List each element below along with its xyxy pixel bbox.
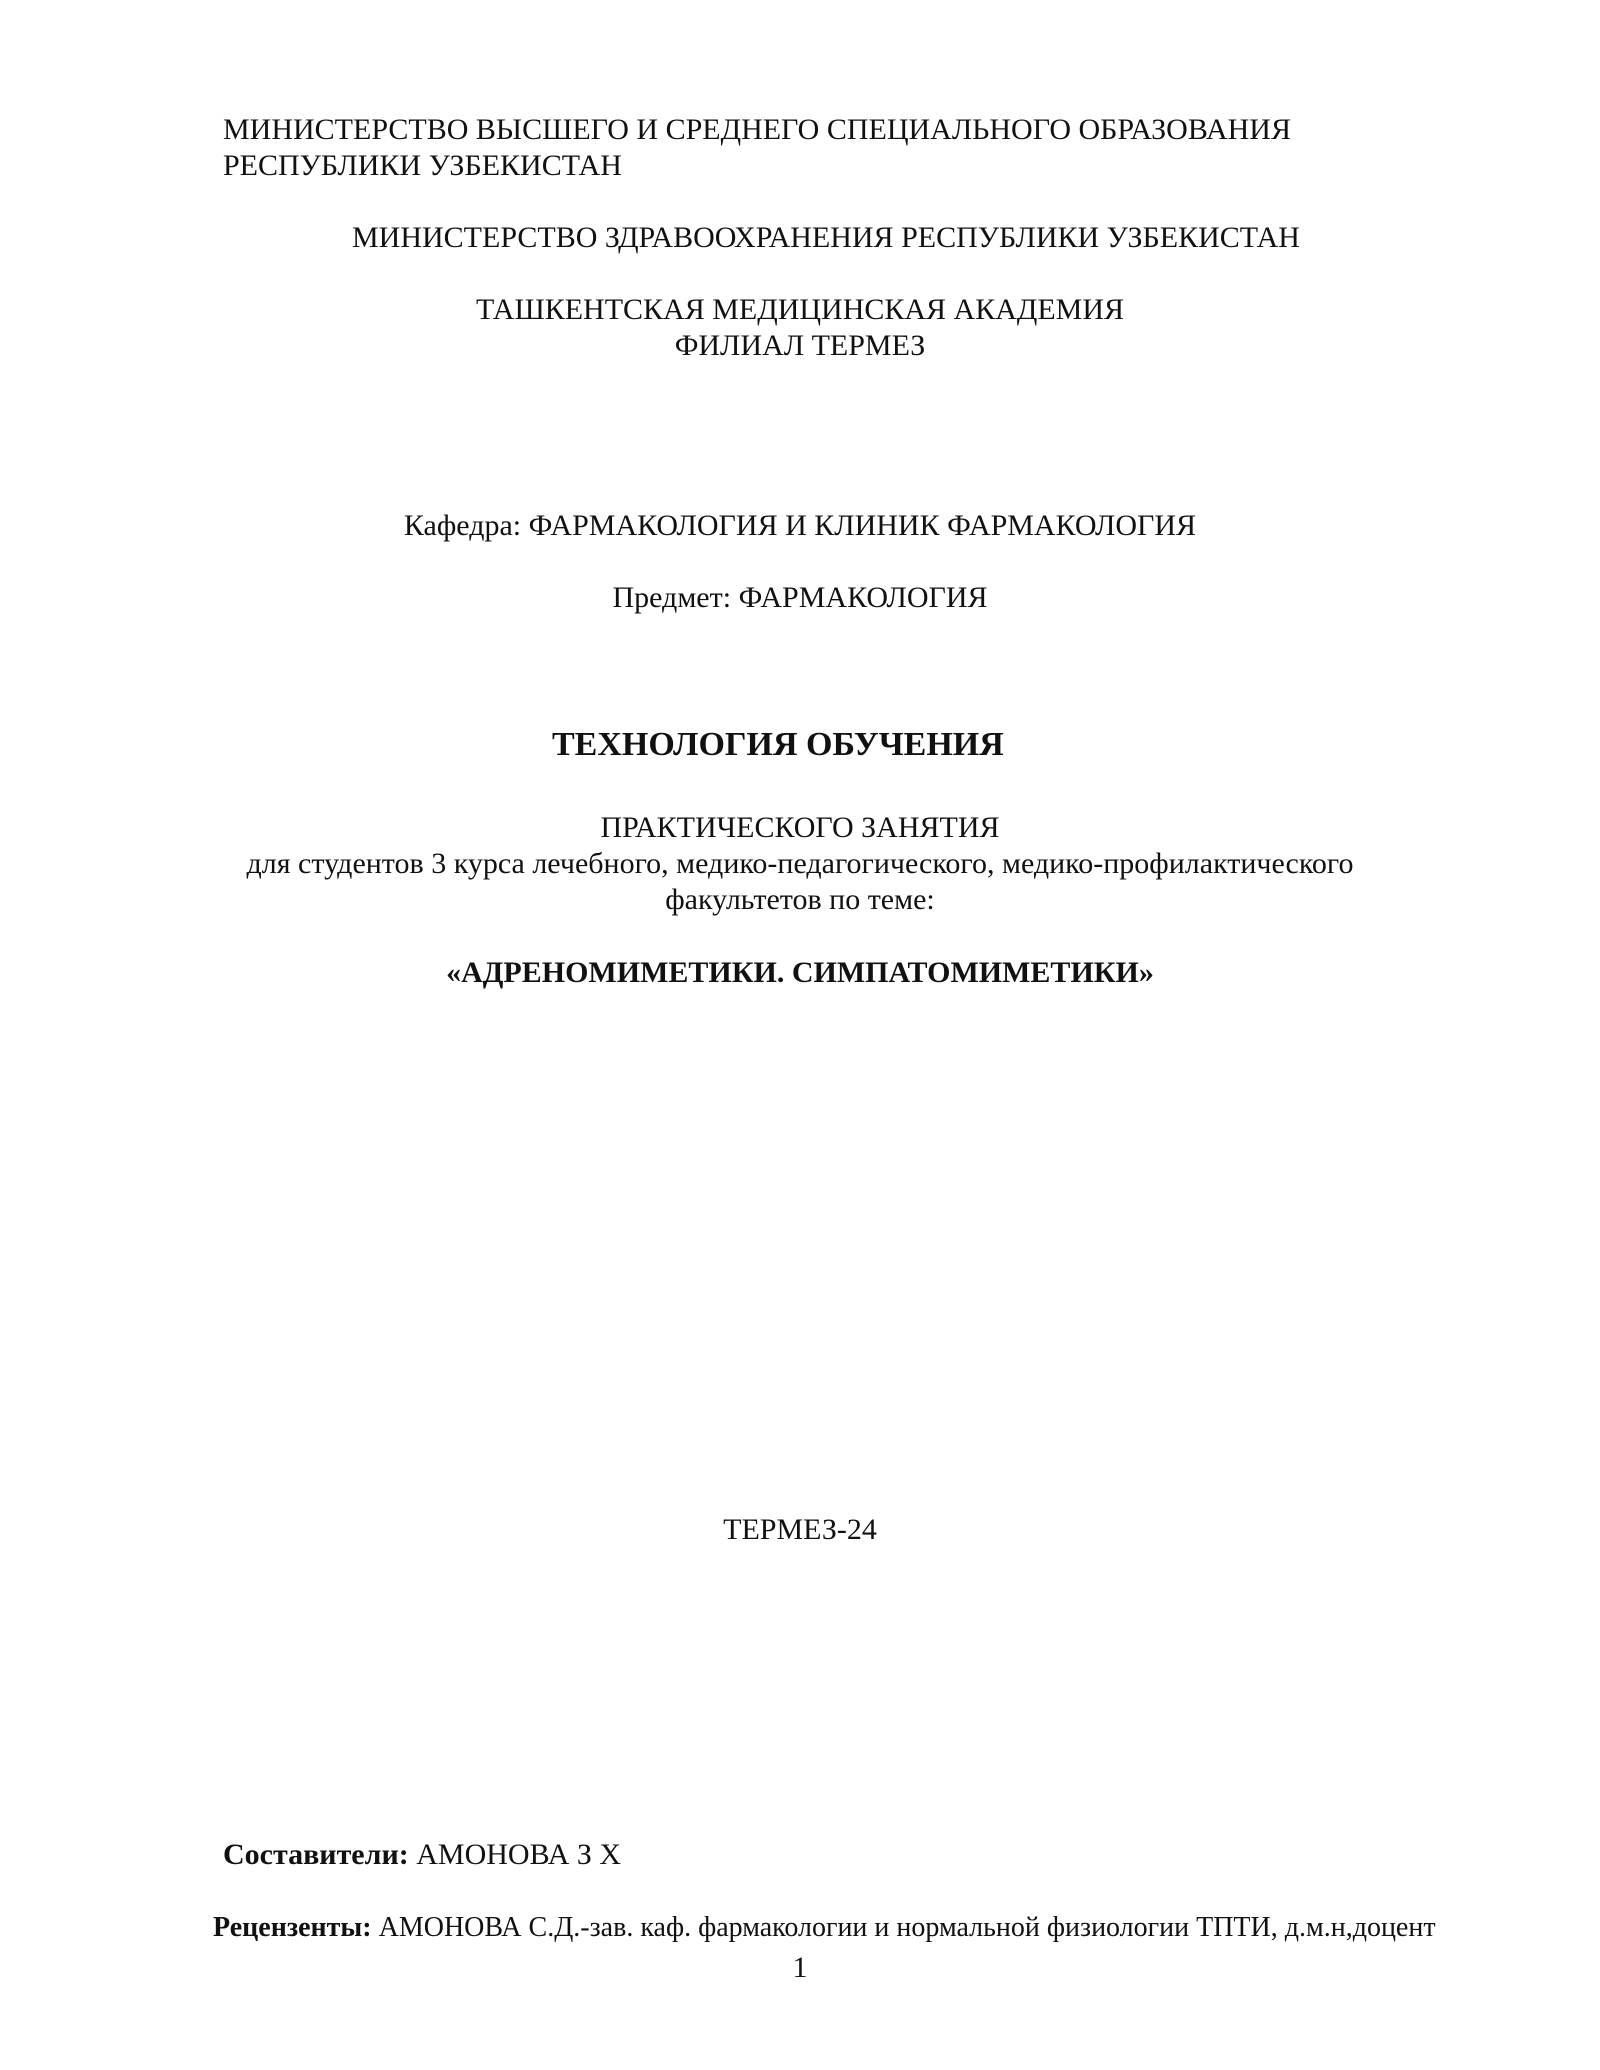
academy-name: ТАШКЕНТСКАЯ МЕДИЦИНСКАЯ АКАДЕМИЯ <box>475 293 1125 326</box>
subtitle-line2: для студентов 3 курса лечебного, медико-педагогического, медико-профилактического <box>246 847 1354 880</box>
reviewers-line <box>213 1910 1436 1946</box>
ministry-health: МИНИСТЕРСТВО ЗДРАВООХРАНЕНИЯ РЕСПУБЛИКИ УЗБЕКИСТАН <box>352 221 1300 254</box>
topic-title: «АДРЕНОМИМЕТИКИ. СИМПАТОМИМЕТИКИ» <box>446 956 1154 989</box>
compilers-line <box>223 1837 621 1873</box>
place-year: ТЕРМЕЗ-24 <box>723 1513 877 1546</box>
page-number: 1 <box>792 1951 808 1984</box>
reviewers-label: Рецензенты: <box>213 1912 372 1943</box>
compilers-value: АМОНОВА З Х <box>408 1838 622 1871</box>
reviewers-value: АМОНОВА С.Д.-зав. каф. фармакологии и нормальной физиологии ТПТИ, д.м.н,доцент <box>371 1912 1436 1943</box>
compilers-label: Составители: <box>223 1838 409 1871</box>
document-title: ТЕХНОЛОГИЯ ОБУЧЕНИЯ <box>552 726 1004 763</box>
subtitle-line1: ПРАКТИЧЕСКОГО ЗАНЯТИЯ <box>600 811 1000 844</box>
subject: Предмет: ФАРМАКОЛОГИЯ <box>612 581 988 614</box>
ministry-higher-line1: МИНИСТЕРСТВО ВЫСШЕГО И СРЕДНЕГО СПЕЦИАЛЬНОГО ОБРАЗОВАНИЯ <box>223 113 1291 146</box>
department: Кафедра: ФАРМАКОЛОГИЯ И КЛИНИК ФАРМАКОЛОГИЯ <box>403 509 1197 542</box>
branch-name: ФИЛИАЛ ТЕРМЕЗ <box>674 329 926 362</box>
ministry-higher-line2: РЕСПУБЛИКИ УЗБЕКИСТАН <box>223 149 622 182</box>
subtitle-line3: факультетов по теме: <box>665 883 935 916</box>
